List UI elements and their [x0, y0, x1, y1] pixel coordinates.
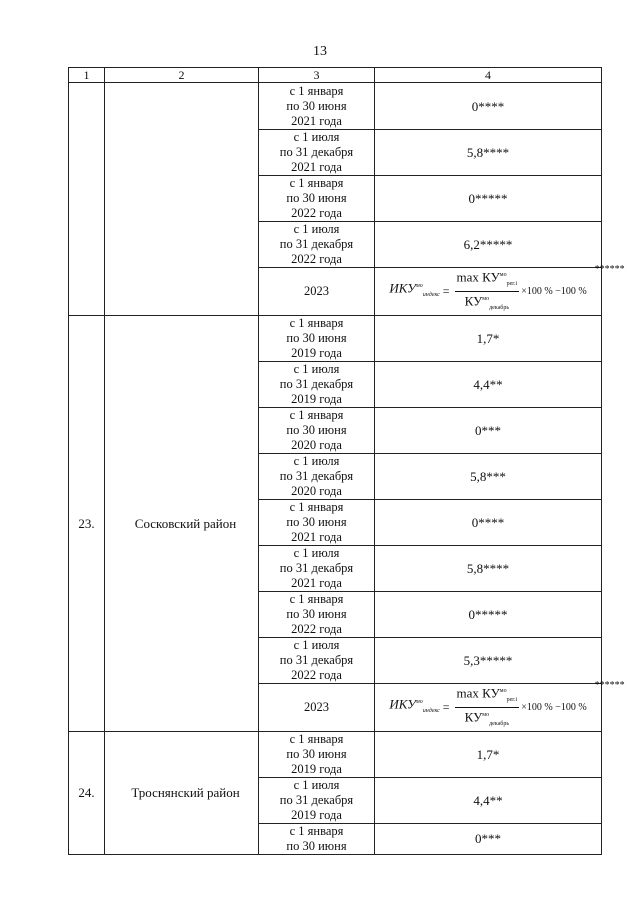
value-cell: 0*****: [375, 176, 602, 222]
period-cell: с 1 июля по 31 декабря 2022 года: [259, 637, 375, 683]
formula: $ИКУ^{мо}_{индекс}$ = $\frac{\max КУ^{мо}_{рег.i}}{КУ^{мо}_{декабрь}}$ ×100 % −100 % ******: [389, 268, 586, 315]
period-cell: с 1 января по 30 июня 2019 года: [259, 731, 375, 777]
period-cell: с 1 июля по 31 декабря 2020 года: [259, 453, 375, 499]
region-name: Троснянский район: [105, 731, 259, 854]
value-cell: 0***: [375, 823, 602, 854]
formula-fraction: $\frac{\max КУ^{мо}_{рег.i}}{КУ^{мо}_{декабрь}}$: [456, 269, 518, 311]
row-number: 24.: [69, 731, 105, 854]
table-row: [69, 315, 602, 361]
header-row: [69, 68, 602, 83]
header-cell: 2: [105, 68, 259, 83]
formula-lhs: $ИКУ^{мо}_{индекс}$: [389, 696, 440, 715]
period-cell: с 1 января по 30 июня 2021 года: [259, 499, 375, 545]
period-cell: с 1 июля по 31 декабря 2019 года: [259, 361, 375, 407]
table-row: [69, 83, 602, 130]
value-cell: 5,8***: [375, 453, 602, 499]
period-cell: с 1 января по 30 июня 2022 года: [259, 591, 375, 637]
header-cell: 1: [69, 68, 105, 83]
formula-stars: ******: [594, 264, 625, 275]
period-cell: с 1 января по 30 июня 2021 года: [259, 83, 375, 130]
formula: $ИКУ^{мо}_{индекс}$ = $\frac{\max КУ^{мо}_{рег.i}}{КУ^{мо}_{декабрь}}$ ×100 % −100 % ******: [389, 684, 586, 731]
period-cell: с 1 января по 30 июня 2020 года: [259, 407, 375, 453]
value-cell: 4,4**: [375, 361, 602, 407]
formula-cell: [375, 679, 625, 731]
value-cell: 5,8****: [375, 545, 602, 591]
value-cell: 0***: [375, 407, 602, 453]
period-cell: с 1 января по 30 июня 2019 года: [259, 315, 375, 361]
value-cell: 0*****: [375, 591, 602, 637]
table-row: [69, 731, 602, 777]
period-cell: с 1 января по 30 июня: [259, 823, 375, 854]
period-cell: с 1 июля по 31 декабря 2019 года: [259, 777, 375, 823]
period-cell: с 1 июля по 31 декабря 2021 года: [259, 130, 375, 176]
value-cell: 5,8****: [375, 130, 602, 176]
period-cell: с 1 июля по 31 декабря 2021 года: [259, 545, 375, 591]
formula-fraction: $\frac{\max КУ^{мо}_{рег.i}}{КУ^{мо}_{декабрь}}$: [456, 685, 518, 727]
tariff-table: [68, 67, 625, 855]
period-cell: с 1 июля по 31 декабря 2022 года: [259, 222, 375, 268]
year-cell: 2023: [259, 683, 375, 731]
value-cell: 5,3*****: [375, 637, 602, 683]
value-cell: 4,4**: [375, 777, 602, 823]
value-cell: 1,7*: [375, 731, 602, 777]
formula-rest: ×100 % −100 %: [521, 701, 587, 713]
region-name: Сосковский район: [105, 315, 259, 731]
value-cell: 0****: [375, 83, 602, 130]
name-cell-empty: [105, 83, 259, 316]
year-cell: 2023: [259, 268, 375, 316]
value-cell: 1,7*: [375, 315, 602, 361]
header-cell: 4: [375, 68, 602, 83]
number-cell-empty: [69, 83, 105, 316]
value-cell: 6,2*****: [375, 222, 602, 268]
formula-stars: ******: [594, 679, 625, 691]
row-number: 23.: [69, 315, 105, 731]
formula-rest: ×100 % −100 %: [521, 285, 587, 297]
period-cell: с 1 января по 30 июня 2022 года: [259, 176, 375, 222]
header-cell: 3: [259, 68, 375, 83]
formula-lhs: $ИКУ^{мо}_{индекс}$: [389, 280, 440, 299]
formula-cell: [375, 264, 625, 316]
page-number: 13: [313, 44, 327, 59]
value-cell: 0****: [375, 499, 602, 545]
